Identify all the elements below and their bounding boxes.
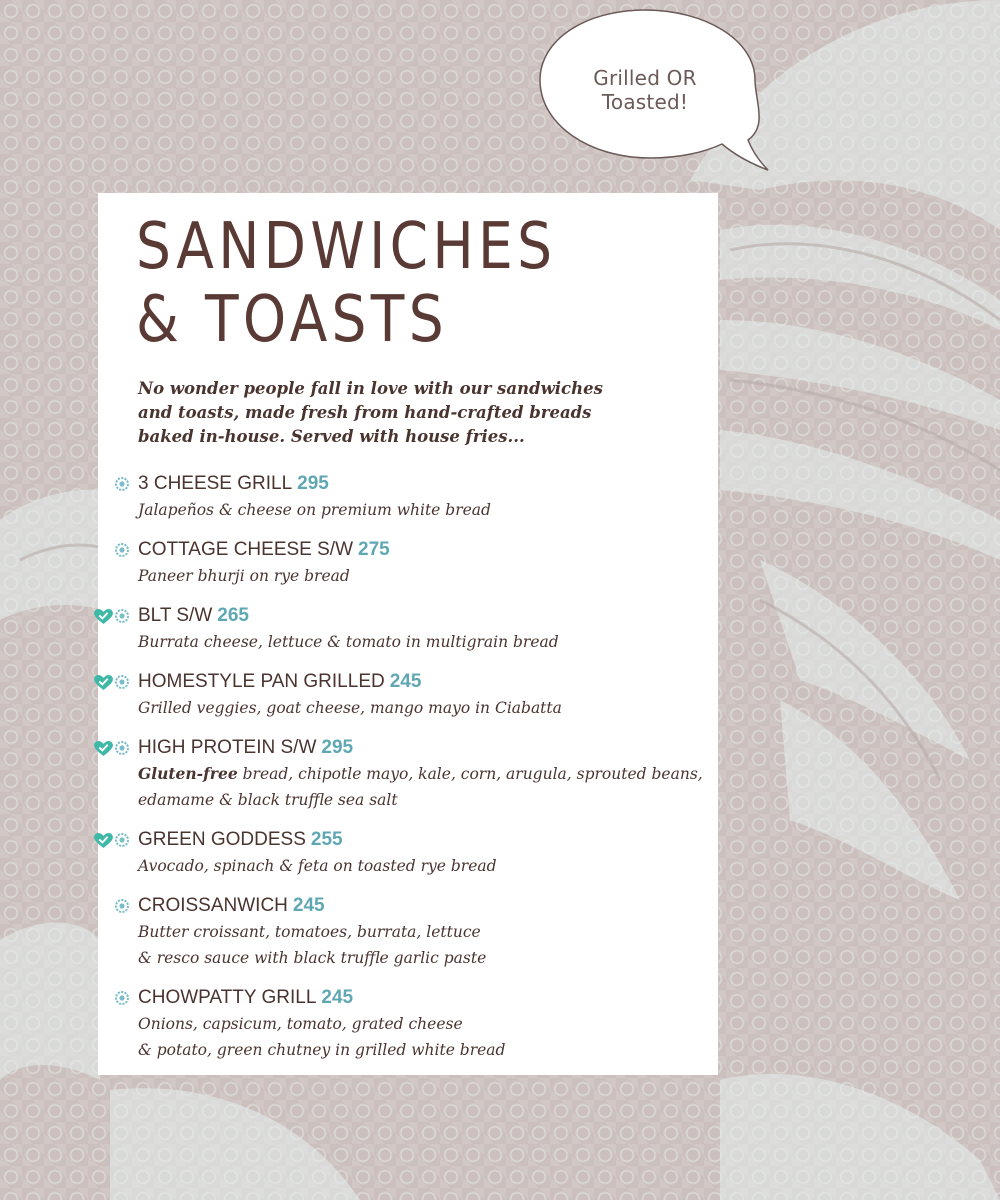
menu-item-price: 295 [321, 737, 354, 758]
menu-item-description-text: bread, chipotle mayo, kale, corn, arugula, sprouted beans, [237, 765, 703, 783]
menu-card [98, 193, 718, 1075]
section-title-line-1: SANDWICHES [136, 210, 557, 284]
menu-item [98, 537, 718, 589]
menu-item-name: HOMESTYLE PAN GRILLED [138, 671, 385, 692]
section-intro: No wonder people fall in love with our sandwiches and toasts, made fresh from hand-crafted breads baked in-house. Served with house fries... [138, 379, 603, 446]
menu-item-heading [138, 603, 718, 629]
menu-item-name: GREEN GODDESS [138, 829, 306, 850]
menu-item-description [138, 1011, 718, 1037]
healthy-heart-icon [94, 741, 113, 757]
menu-item [98, 669, 718, 721]
flower-icon [115, 675, 129, 689]
menu-item-heading [138, 735, 718, 761]
menu-item-price: 265 [217, 605, 249, 626]
menu-item-description-text: Jalapeños & cheese on premium white bread [138, 501, 491, 519]
menu-item-name: BLT S/W [138, 605, 213, 626]
menu-item-name: CHOWPATTY GRILL [138, 987, 317, 1008]
menu-item-description [138, 919, 718, 945]
menu-item-description-text: Burrata cheese, lettuce & tomato in multigrain bread [138, 633, 559, 651]
menu-item-heading [138, 827, 718, 853]
menu-item-description-text: Butter croissant, tomatoes, burrata, lettuce [138, 923, 481, 941]
menu-item-heading [138, 893, 718, 919]
flower-icon [115, 609, 129, 623]
menu-item [98, 471, 718, 523]
menu-item-description-text: Grilled veggies, goat cheese, mango mayo in Ciabatta [138, 699, 562, 717]
menu-item-description-emphasis: Gluten-free [138, 764, 238, 783]
section-title-line-2: & TOASTS [136, 283, 448, 357]
menu-item-description [138, 1037, 718, 1063]
menu-item-price: 255 [310, 829, 343, 850]
menu-item [98, 827, 718, 879]
menu-item-description [138, 563, 718, 589]
healthy-heart-icon [94, 609, 113, 625]
flower-icon [115, 899, 129, 913]
menu-item-heading [138, 537, 718, 563]
menu-item-description [138, 497, 718, 523]
menu-item-heading [138, 985, 718, 1011]
menu-item [98, 893, 718, 971]
menu-item-price: 245 [321, 987, 354, 1008]
flower-icon [115, 543, 129, 557]
menu-item-name: COTTAGE CHEESE S/W [138, 539, 354, 560]
menu-item-price: 295 [297, 473, 329, 494]
menu-item-description [138, 853, 718, 879]
menu-item-heading [138, 471, 718, 497]
menu-item-description-text: & resco sauce with black truffle garlic paste [138, 949, 487, 967]
menu-item-name: CROISSANWICH [138, 895, 288, 916]
flower-icon [115, 477, 129, 491]
menu-item-description [138, 629, 718, 655]
menu-item-description-text: Onions, capsicum, tomato, grated cheese [138, 1015, 463, 1033]
menu-item-heading [138, 669, 718, 695]
menu-item-description-text: & potato, green chutney in grilled white bread [138, 1041, 506, 1059]
menu-item-description-text: Paneer bhurji on rye bread [138, 567, 350, 585]
menu-item-description [138, 945, 718, 971]
menu-item-description-text: edamame & black truffle sea salt [138, 791, 398, 809]
healthy-heart-icon [94, 833, 113, 849]
menu-item [98, 985, 718, 1063]
menu-item-name: 3 CHEESE GRILL [138, 473, 293, 494]
healthy-heart-icon [94, 675, 113, 691]
flower-icon [115, 833, 129, 847]
menu-item-price: 245 [389, 671, 422, 692]
menu-item [98, 603, 718, 655]
menu-item-description [138, 695, 718, 721]
menu-item [98, 735, 718, 813]
menu-item-description [138, 787, 718, 813]
menu-item-price: 275 [358, 539, 390, 560]
speech-bubble [0, 0, 1000, 200]
section-title [136, 211, 556, 357]
menu-item-list [98, 471, 718, 1077]
flower-icon [115, 741, 129, 755]
speech-bubble-text: Grilled OR Toasted! [593, 66, 697, 114]
menu-item-price: 245 [292, 895, 325, 916]
menu-item-description-text: Avocado, spinach & feta on toasted rye bread [138, 857, 497, 875]
menu-item-name: HIGH PROTEIN S/W [138, 737, 317, 758]
flower-icon [115, 991, 129, 1005]
menu-item-description [138, 761, 718, 787]
